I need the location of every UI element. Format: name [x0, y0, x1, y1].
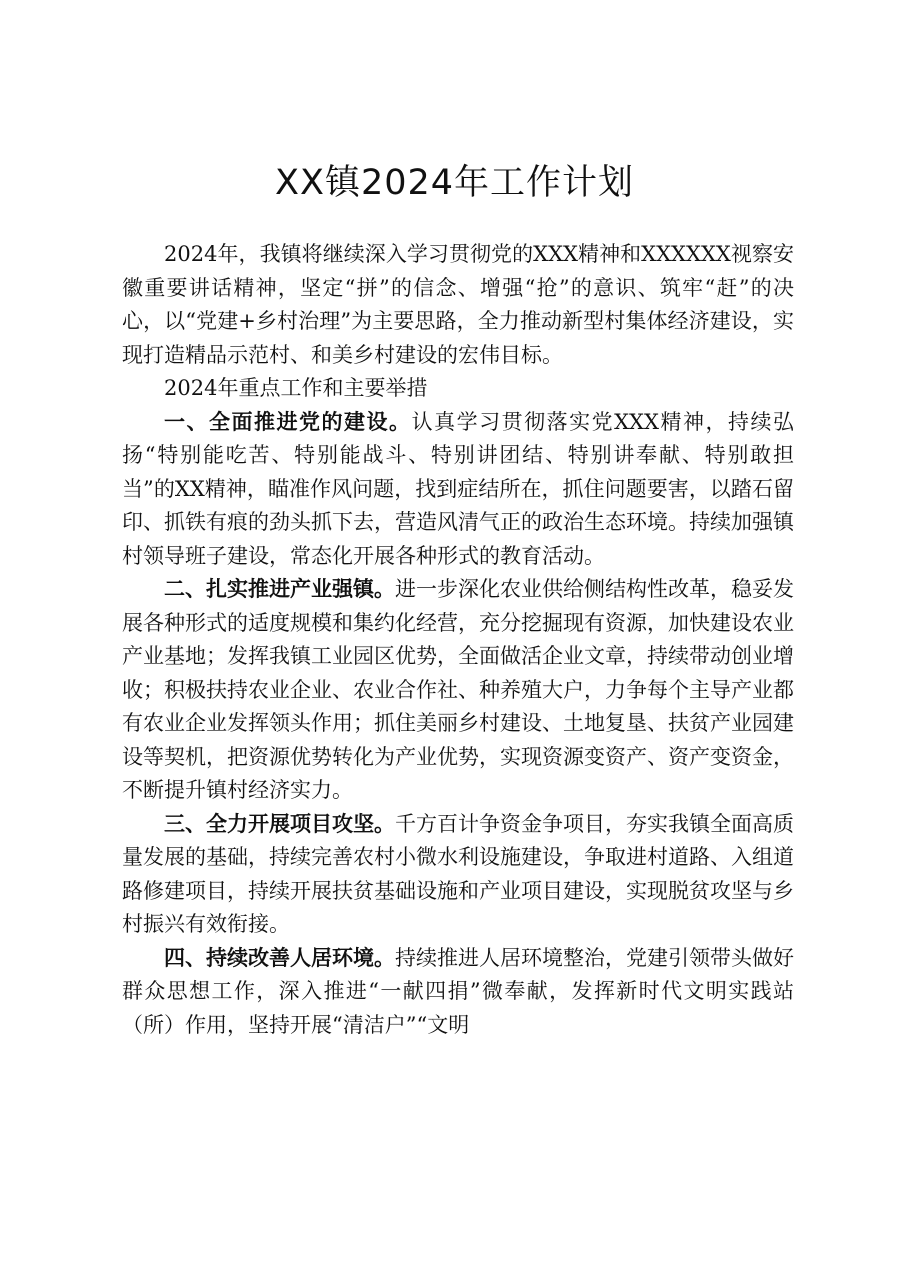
item-environment: [122, 942, 794, 1043]
section-heading-paragraph: [122, 372, 794, 406]
item-projects-text: 千方百计争资金争项目，夯实我镇全面高质量发展的基础，持续完善农村小微水利设施建设，争取进村道路、入组道路修建项目，持续开展扶贫基础设施和产业项目建设，实现脱贫攻坚与乡村振兴有效衔接。: [122, 811, 794, 936]
item-party-building-heading: 一、全面推进党的建设。: [164, 409, 412, 434]
document-body: [122, 238, 794, 1042]
document-title: XX镇2024年工作计划: [274, 163, 635, 203]
item-environment-heading: 四、持续改善人居环境。: [164, 945, 395, 970]
item-projects: [122, 808, 794, 942]
item-industry: [122, 573, 794, 808]
item-party-building-text: 认真学习贯彻落实党XXX精神，持续弘扬“特别能吃苦、特别能战斗、特别讲团结、特别讲奉献、特别敢担当”的XX精神，瞄准作风问题，找到症结所在，抓住问题要害，以踏石留印、抓铁有痕的劲头抓下去，营造风清气正的政治生态环境。持续加强镇村领导班子建设，常态化开展各种形式的教育活动。: [122, 409, 794, 568]
item-industry-text: 进一步深化农业供给侧结构性改革，稳妥发展各种形式的适度规模和集约化经营，充分挖掘现有资源，加快建设农业产业基地；发挥我镇工业园区优势，全面做活企业文章，持续带动创业增收；积极扶持农业企业、农业合作社、种养殖大户，力争每个主导产业都有农业企业发挥领头作用；抓住美丽乡村建设、土地复垦、扶贫产业园建设等契机，把资源优势转化为产业优势，实现资源变资产、资产变资金，不断提升镇村经济实力。: [122, 577, 794, 802]
section-heading-text: 2024年重点工作和主要举措: [164, 376, 428, 400]
intro-text: 2024年，我镇将继续深入学习贯彻党的XXX精神和XXXXXX视察安徽重要讲话精神，坚定“拼”的信念、增强“抢”的意识、筑牢“赶”的决心，以“党建+乡村治理”为主要思路，全力推动新型村集体经济建设，实现打造精品示范村、和美乡村建设的宏伟目标。: [122, 242, 794, 367]
item-environment-text: 持续推进人居环境整治，党建引领带头做好群众思想工作，深入推进“一献四捐”微奉献，发挥新时代文明实践站（所）作用，坚持开展“清洁户”“文明: [122, 945, 794, 1037]
item-industry-heading: 二、扎实推进产业强镇。: [164, 577, 395, 601]
item-party-building: [122, 406, 794, 574]
item-projects-heading: 三、全力开展项目攻坚。: [164, 811, 395, 836]
intro-paragraph: [122, 238, 794, 372]
